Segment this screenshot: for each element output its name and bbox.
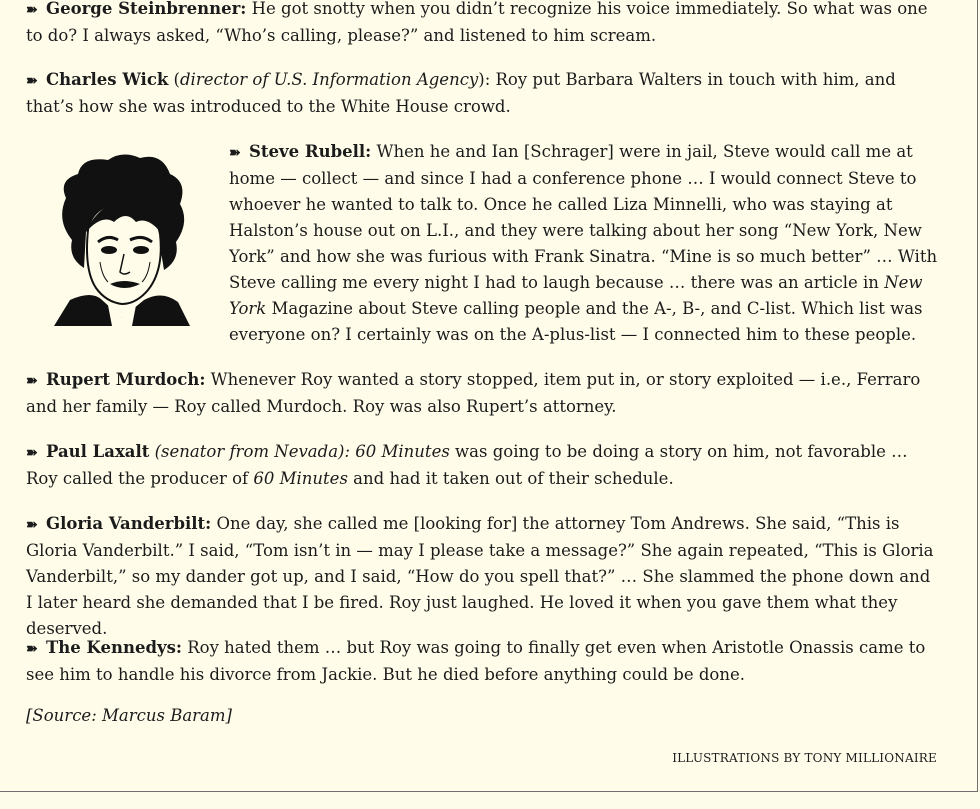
source-citation: [Source: Marcus Baram] [26,706,232,725]
entry-text: One day, she called me [looking for] the attorney Tom Andrews. She said, “This is Gloria Vanderbilt.” I said, “Tom isn’t in — may I please take a message?” She again repeated, “This is Gloria Vanderbilt,” so my dander got up, and I said, “How do you spell that?” … She slammed the phone down and I later heard she demanded that I be fired. Roy just laughed. He loved it when you gave them what they deserved. [26,514,934,638]
entry-text: Magazine about Steve calling people and the A-, B-, and C-list. Which list was everyone on? I certainly was on the A-plus-list — I connected him to these people. [229,299,923,344]
illustration-credit: ILLUSTRATIONS BY TONY MILLIONAIRE [672,751,937,765]
arrow-bullet-icon: ➽ [26,73,38,89]
entry-murdoch [26,367,942,420]
arrow-bullet-icon: ➽ [26,641,38,657]
entry-wick: ➽ Charles Wick (director of U.S. Information Agency): Roy put Barbara Walters in touch with him, and that’s how she was introduced to the White House crowd. [26,70,896,116]
entry-name: Rupert Murdoch: [46,370,206,389]
entry-text: He got snotty when you didn’t recognize his voice immediately. So what was one to do? I always asked, “Who’s calling, please?” and listened to him scream. [26,0,928,45]
entry-name: The Kennedys: [46,638,182,657]
entry-steinbrenner [26,0,942,49]
publication-title: 60 Minutes [253,469,348,488]
entry-name: Charles Wick [46,70,169,89]
entry-vanderbilt [26,511,942,642]
arrow-bullet-icon: ➽ [26,2,38,18]
arrow-bullet-icon: ➽ [229,145,241,161]
entry-name: Paul Laxalt [46,442,150,461]
entry-text: and had it taken out of their schedule. [347,469,674,488]
arrow-bullet-icon: ➽ [26,373,38,389]
entry-text: Roy hated them … but Roy was going to finally get even when Aristotle Onassis came to see him to handle his divorce from Jackie. But he died before anything could be done. [26,638,926,684]
arrow-bullet-icon: ➽ [26,445,38,461]
entry-text: was going to be doing a story on him, not favorable … Roy called the producer of [26,442,908,488]
entry-text: Whenever Roy wanted a story stopped, item put in, or story exploited — i.e., Ferraro and her family — Roy called Murdoch. Roy was also Rupert’s attorney. [26,370,921,416]
entry-role: (senator from Nevada): 60 Minutes [149,442,450,461]
entry-name: Steve Rubell: [249,142,372,161]
entry-rubell [229,139,941,348]
entry-laxalt [26,439,942,492]
entry-text: When he and Ian [Schrager] were in jail, Steve would call me at home — collect — and since I had a conference phone … I would connect Steve to whoever he wanted to talk to. Once he called Liza Minnelli, who was staying at Halston’s house out on L.I., and they were talking about her song “New York, New York” and how she was furious with Frank Sinatra. “Mine is so much better” … With Steve calling me every night I had to laugh because … there was an article in [229,142,938,292]
entry-name: Gloria Vanderbilt: [46,514,212,533]
entry-name: George Steinbrenner: [46,0,247,18]
liza-minnelli-portrait-icon [52,150,192,326]
entry-role: director of U.S. Information Agency [180,70,479,89]
arrow-bullet-icon: ➽ [26,517,38,533]
entry-kennedys [26,635,942,688]
publication-title: New York [229,273,923,318]
entry-text: Roy put Barbara Walters in touch with him, and that’s how she was introduced to the White House crowd. [26,70,896,116]
